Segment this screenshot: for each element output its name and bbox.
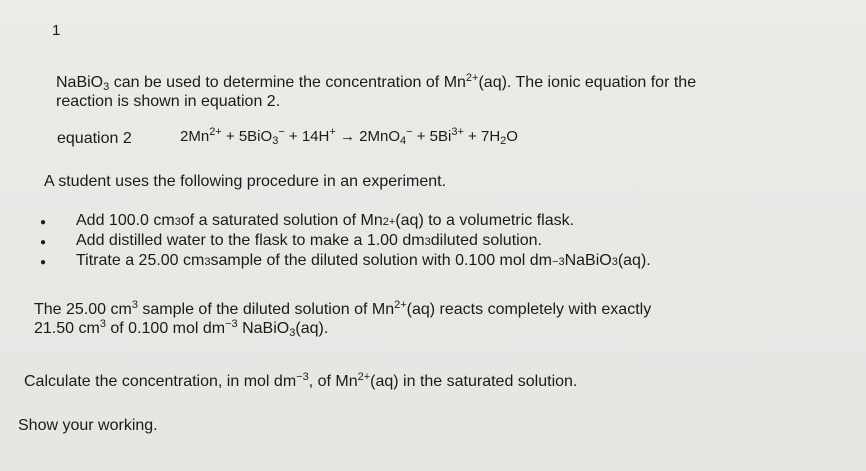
equation-label: equation 2 xyxy=(57,130,132,147)
intro-line-2: reaction is shown in equation 2. xyxy=(56,93,281,110)
procedure-step-3: ● Titrate a 25.00 cm 3 sample of the diluted solution with 0.100 mol dm −3 NaBiO 3 (aq). xyxy=(40,252,651,269)
bullet-icon: ● xyxy=(40,217,47,228)
task-prompt: Calculate the concentration, in mol $dm^{-3}$, of $Mn^{2+}(aq)$ in the saturated solution. xyxy=(24,371,578,390)
result-line-1: The 25.00 $cm^3$ sample of the diluted solution of $Mn^{2+}(aq)$ reacts completely with exactly xyxy=(34,299,652,318)
procedure-list xyxy=(40,211,651,271)
result-line-2: 21.50 $cm^3$ of 0.100 mol $dm^{-3}$ NaBiO$_3$(aq). xyxy=(34,318,329,339)
working-instruction: Show your working. xyxy=(18,417,158,434)
bullet-icon: ● xyxy=(40,237,47,248)
intro-line-1: NaBiO$_3$ can be used to determine the concentration of $Mn^{2+}(aq)$. The ionic equation for the xyxy=(56,72,697,93)
bullet-icon: ● xyxy=(40,257,47,268)
procedure-step-2: ● Add distilled water to the flask to make a 1.00 dm 3 diluted solution. xyxy=(40,232,542,249)
ionic-equation: $2Mn^{2+} + 5BiO_3^- + 14H^+ \to 2MnO_4^- + 5Bi^{3+} + 7H_2O$ xyxy=(180,126,518,147)
procedure-intro: A student uses the following procedure in an experiment. xyxy=(44,173,447,190)
procedure-step-1: ● Add 100.0 cm 3 of a saturated solution of Mn 2+ (aq) to a volumetric flask. xyxy=(40,212,575,229)
question-number: 1 xyxy=(52,22,61,39)
